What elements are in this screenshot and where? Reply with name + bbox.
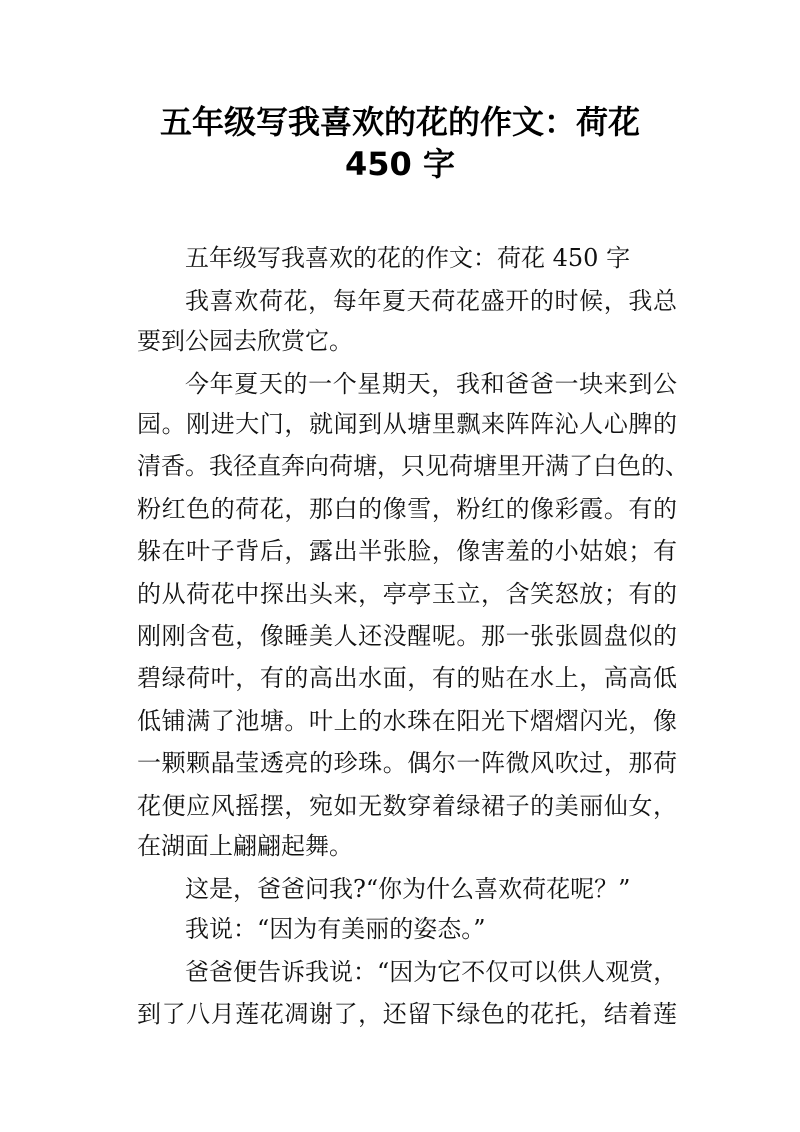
document-title-continued: 450 字 [345,145,455,183]
paragraph-line: 一颗颗晶莹透亮的珍珠。偶尔一阵微风吹过，那荷 [137,749,677,777]
paragraph-line: 要到公园去欣赏它。 [137,327,353,355]
paragraph-line: 在湖面上翩翩起舞。 [137,832,353,860]
paragraph-line: 花便应风摇摆，宛如无数穿着绿裙子的美丽仙女， [137,792,677,820]
paragraph-line: 躲在叶子背后，露出半张脸，像害羞的小姑娘；有 [137,537,677,565]
paragraph-line: 低铺满了池塘。叶上的水珠在阳光下熠熠闪光，像 [137,707,677,735]
paragraph-line: 这是，爸爸问我?“你为什么喜欢荷花呢？” [185,875,631,903]
document-title: 五年级写我喜欢的花的作文：荷花 [159,103,640,141]
paragraph-line: 我喜欢荷花，每年夏天荷花盛开的时候，我总 [185,287,677,315]
paragraph-line: 清香。我径直奔向荷塘，只见荷塘里开满了白色的、 [137,452,689,480]
paragraph-line: 刚刚含苞，像睡美人还没醒呢。那一张张圆盘似的 [137,622,677,650]
paragraph-line: 今年夏天的一个星期天，我和爸爸一块来到公 [185,370,677,398]
paragraph-line: 的从荷花中探出头来，亭亭玉立，含笑怒放；有的 [137,580,677,608]
paragraph-line: 园。刚进大门，就闻到从塘里飘来阵阵沁人心脾的 [137,410,677,438]
paragraph-line: 我说：“因为有美丽的姿态。” [185,915,486,943]
subtitle-line: 五年级写我喜欢的花的作文：荷花 450 字 [185,244,631,272]
paragraph-line: 爸爸便告诉我说：“因为它不仅可以供人观赏， [185,958,678,986]
paragraph-line: 碧绿荷叶，有的高出水面，有的贴在水上，高高低 [137,664,677,692]
paragraph-line: 粉红色的荷花，那白的像雪，粉红的像彩霞。有的 [137,495,677,523]
paragraph-line: 到了八月莲花凋谢了，还留下绿色的花托，结着莲 [137,1000,677,1028]
